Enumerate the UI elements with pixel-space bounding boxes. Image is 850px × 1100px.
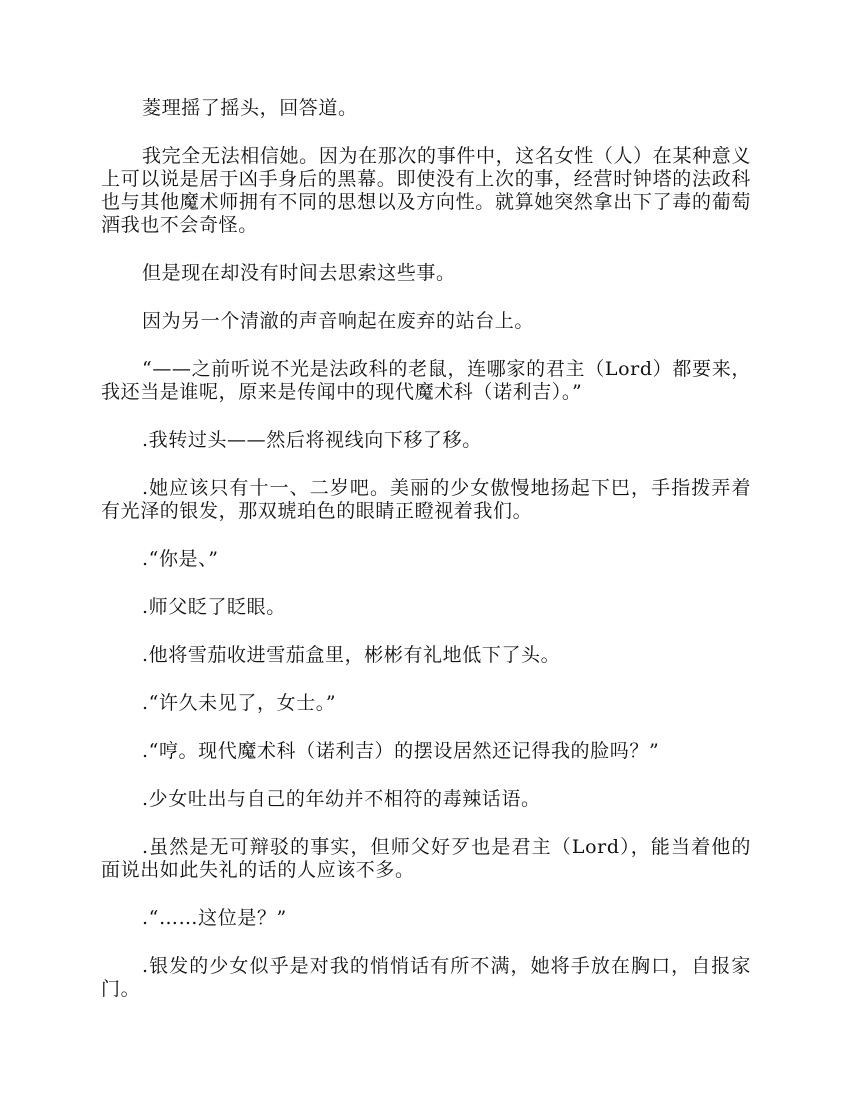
paragraph: .“……这位是？” [142,907,287,929]
document-body [101,97,751,1026]
paragraph: .虽然是无可辩驳的事实，但师父好歹也是君主（Lord），能当着他的面说出如此失礼的话的人应该不多。 [101,836,751,881]
paragraph: 因为另一个清澈的声音响起在废弃的站台上。 [142,310,535,332]
paragraph: .“许久未见了，女士。” [142,692,337,714]
paragraph: “——之前听说不光是法政科的老鼠，连哪家的君主（Lord）都要来，我还当是谁呢，原来是传闻中的现代魔术科（诺利吉）。” [101,358,751,403]
paragraph: .我转过头——然后将视线向下移了移。 [142,429,482,451]
paragraph: .他将雪茄收进雪茄盒里，彬彬有礼地低下了头。 [142,644,561,666]
paragraph: .银发的少女似乎是对我的悄悄话有所不满，她将手放在胸口，自报家门。 [101,955,751,1000]
paragraph: .师父眨了眨眼。 [142,596,286,618]
paragraph: .“哼。现代魔术科（诺利吉）的摆设居然还记得我的脸吗？” [142,740,660,762]
paragraph: .少女吐出与自己的年幼并不相符的毒辣话语。 [142,788,541,810]
paragraph: 但是现在却没有时间去思索这些事。 [142,262,456,284]
paragraph: 菱理摇了摇头，回答道。 [142,97,358,119]
paragraph: .她应该只有十一、二岁吧。美丽的少女傲慢地扬起下巴，手指拨弄着有光泽的银发，那双琥珀色的眼睛正瞪视着我们。 [101,477,751,522]
paragraph: 我完全无法相信她。因为在那次的事件中，这名女性（人）在某种意义上可以说是居于凶手身后的黑幕。即使没有上次的事，经营时钟塔的法政科也与其他魔术师拥有不同的思想以及方向性。就算她突然拿出下了毒的葡萄酒我也不会奇怪。 [101,145,751,236]
paragraph: .“你是、” [142,548,219,570]
